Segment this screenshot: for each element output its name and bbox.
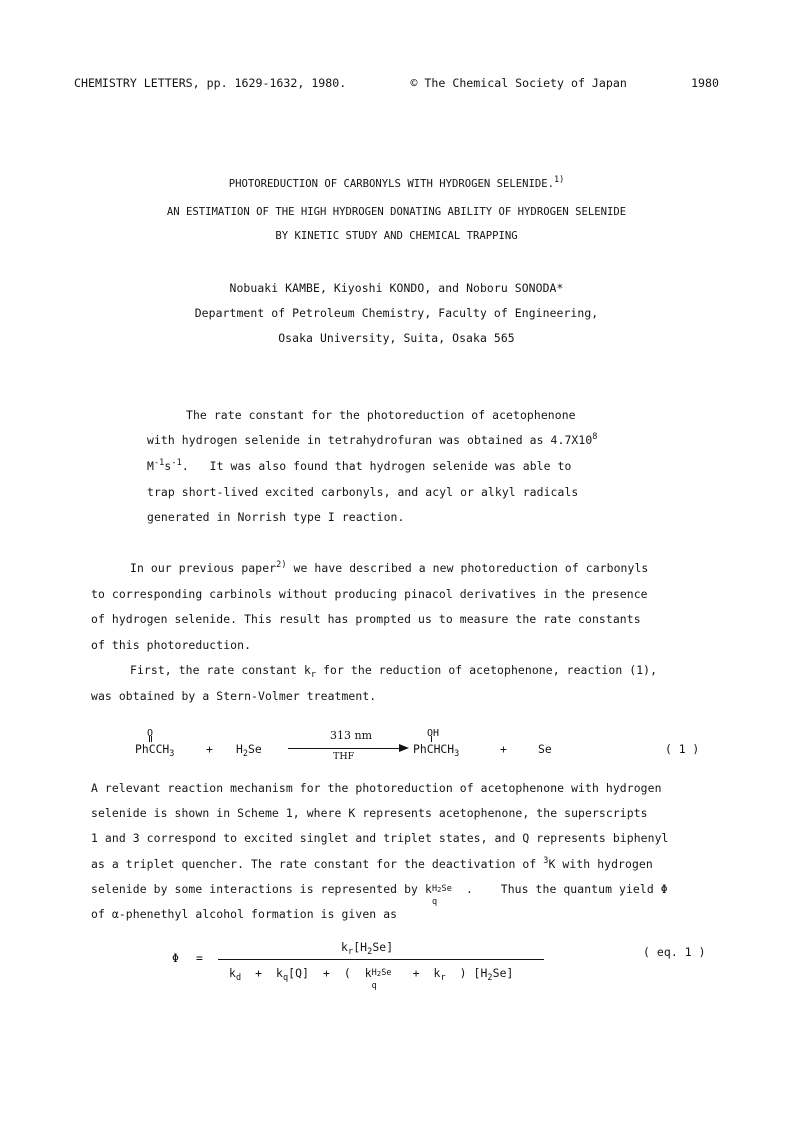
hydroxyl-label: OH [427,728,440,739]
abstract-line-3: $M^{-1}s^{-1}$. It was also found that hydrogen selenide was able to [147,458,572,473]
body-line: of α-phenethyl alcohol formation is given as [91,907,398,921]
title-line-3: BY KINETIC STUDY AND CHEMICAL TRAPPING [275,230,518,242]
equation-number: ( eq. 1 ) [643,945,706,959]
quantum-yield-symbol: Φ [172,951,179,965]
fraction-bar [218,959,544,960]
body-line: selenide by some interactions is represented by k $H_2Se$ q . Thus the quantum yield Φ [91,882,668,907]
header-year: 1980 [691,76,719,90]
equation-numerator: $k_r[H_2Se]$ [341,940,394,957]
affiliation-line-2: Osaka University, Suita, Osaka 565 [278,331,515,345]
body-line: First, the rate constant $k_r$ for the reduction of acetophenone, reaction (1), [130,663,658,680]
reaction-condition-wavelength: 313 nm [330,729,373,742]
running-header [74,76,719,90]
reagent-hydrogen-selenide: $H_2Se$ [236,742,262,759]
title-line-1: PHOTOREDUCTION OF CARBONYLS WITH HYDROGEN SELENIDE.$^{1)}$ [228,175,565,190]
reaction-arrow-icon [399,744,409,752]
author-names: Nobuaki KAMBE, Kiyoshi KONDO, and Noboru SONODA* [229,281,564,295]
equation-denominator: $k_d + k_q[Q]$ + ( k $H_2Se$ q + $k_r$ ) $[H_2Se]$ [229,966,514,991]
journal-citation: CHEMISTRY LETTERS, pp. 1629-1632, 1980. [74,76,347,90]
abstract-line-1: The rate constant for the photoreduction of acetophenone [186,408,576,422]
body-line: to corresponding carbinols without producing pinacol derivatives in the presence [91,587,648,601]
reaction-arrow-shaft [288,748,400,749]
equals-sign: = [196,951,203,965]
body-line: of this photoreduction. [91,638,252,652]
reaction-condition-solvent: THF [333,751,355,762]
body-line: A relevant reaction mechanism for the photoreduction of acetophenone with hydrogen [91,781,662,795]
product-phenethyl-alcohol: PhCHCH$_3$ [413,742,460,759]
byproduct-selenium: Se [538,742,552,756]
footnote-ref: 1) [554,175,565,185]
carbonyl-oxygen-label: O [147,728,154,739]
affiliation-line-1: Department of Petroleum Chemistry, Faculty of Engineering, [194,306,599,320]
abstract-line-5: generated in Norrish type I reaction. [147,510,405,524]
body-line: 1 and 3 correspond to excited singlet and triplet states, and Q represents biphenyl [91,831,669,845]
body-line: as a triplet quencher. The rate constant for the deactivation of $^3$K with hydrogen [91,856,653,871]
abstract-line-2: with hydrogen selenide in tetrahydrofuran was obtained as $4.7X10^8$ [147,432,598,447]
abstract-line-4: trap short-lived excited carbonyls, and acyl or alkyl radicals [147,485,579,499]
plus-sign: + [500,742,507,756]
body-line: selenide is shown in Scheme 1, where K represents acetophenone, the superscripts [91,806,648,820]
plus-sign: + [206,742,213,756]
body-line: of hydrogen selenide. This result has prompted us to measure the rate constants [91,612,641,626]
body-line: was obtained by a Stern-Volmer treatment. [91,689,377,703]
body-line: In our previous paper$^{2)}$ we have described a new photoreduction of carbonyls [130,560,649,575]
reaction-number: ( 1 ) [665,742,700,756]
reactant-acetophenone: PhCCH$_3$ [135,742,175,759]
rate-units: $M^{-1}s^{-1}$. [147,458,189,473]
copyright-notice: © The Chemical Society of Japan [410,76,627,90]
title-line-2: AN ESTIMATION OF THE HIGH HYDROGEN DONATING ABILITY OF HYDROGEN SELENIDE [166,206,627,218]
footnote-ref: 2) [276,560,287,570]
